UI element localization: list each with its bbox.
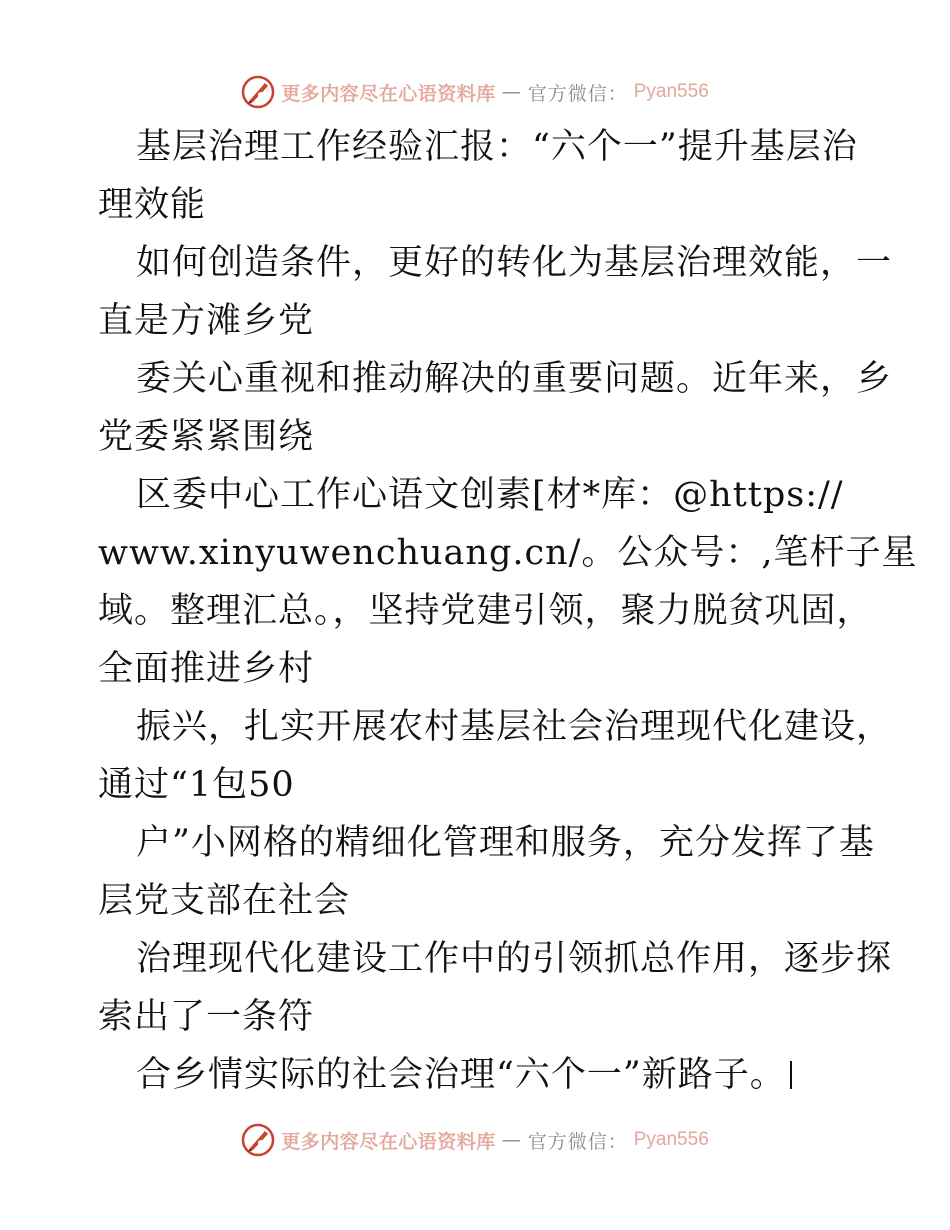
paragraph-line: 直是方滩乡党 xyxy=(98,301,315,341)
paragraph-last-line xyxy=(98,1046,858,1104)
watermark-site-text: 更多内容尽在心语资料库 xyxy=(281,1130,496,1153)
paragraph-line: 通过“1包50 xyxy=(98,765,295,805)
watermark-account: Pyan556 xyxy=(633,1129,709,1150)
paragraph-line: www.xinyuwenchuang.cn/。公众号：,笔杆子星 xyxy=(98,533,918,573)
document-title-line-1: 基层治理工作经验汇报：“六个一”提升基层治 xyxy=(136,127,858,167)
text-cursor xyxy=(790,1061,792,1089)
watermark-dash: — xyxy=(501,81,522,103)
header-watermark xyxy=(0,72,950,112)
watermark-dash: — xyxy=(501,1129,522,1151)
watermark-official-label: 官方微信： xyxy=(527,82,628,105)
paragraph-last-line-text: 合乡情实际的社会治理“六个一”新路子。 xyxy=(136,1055,786,1095)
paragraph-line: 振兴，扎实开展农村基层社会治理现代化建设， xyxy=(136,707,893,747)
paragraph-line: 党委紧紧围绕 xyxy=(98,417,315,457)
paragraph-line: 如何创造条件，更好的转化为基层治理效能，一 xyxy=(136,243,893,283)
document-title-line-2: 理效能 xyxy=(98,185,207,225)
watermark-site-text: 更多内容尽在心语资料库 xyxy=(281,82,496,105)
paragraph-line: 全面推进乡村 xyxy=(98,649,315,689)
paragraph-line: 索出了一条符 xyxy=(98,997,315,1037)
paragraph-line: 域。整理汇总。，坚持党建引领，聚力脱贫巩固， xyxy=(98,591,873,631)
watermark-account: Pyan556 xyxy=(633,81,709,102)
footer-watermark xyxy=(0,1120,950,1160)
quill-pen-logo-icon xyxy=(241,75,275,109)
paragraph-line: 治理现代化建设工作中的引领抓总作用，逐步探 xyxy=(136,939,893,979)
watermark-official-label: 官方微信： xyxy=(527,1130,628,1153)
paragraph-line: 户”小网格的精细化管理和服务，充分发挥了基 xyxy=(136,823,875,863)
quill-pen-logo-icon xyxy=(241,1123,275,1157)
paragraph-line: 层党支部在社会 xyxy=(98,881,351,921)
paragraph-line: 区委中心工作心语文创素[材*库：@https:// xyxy=(136,475,844,515)
document-body xyxy=(98,118,918,1104)
paragraph-line: 委关心重视和推动解决的重要问题。近年来，乡 xyxy=(136,359,893,399)
